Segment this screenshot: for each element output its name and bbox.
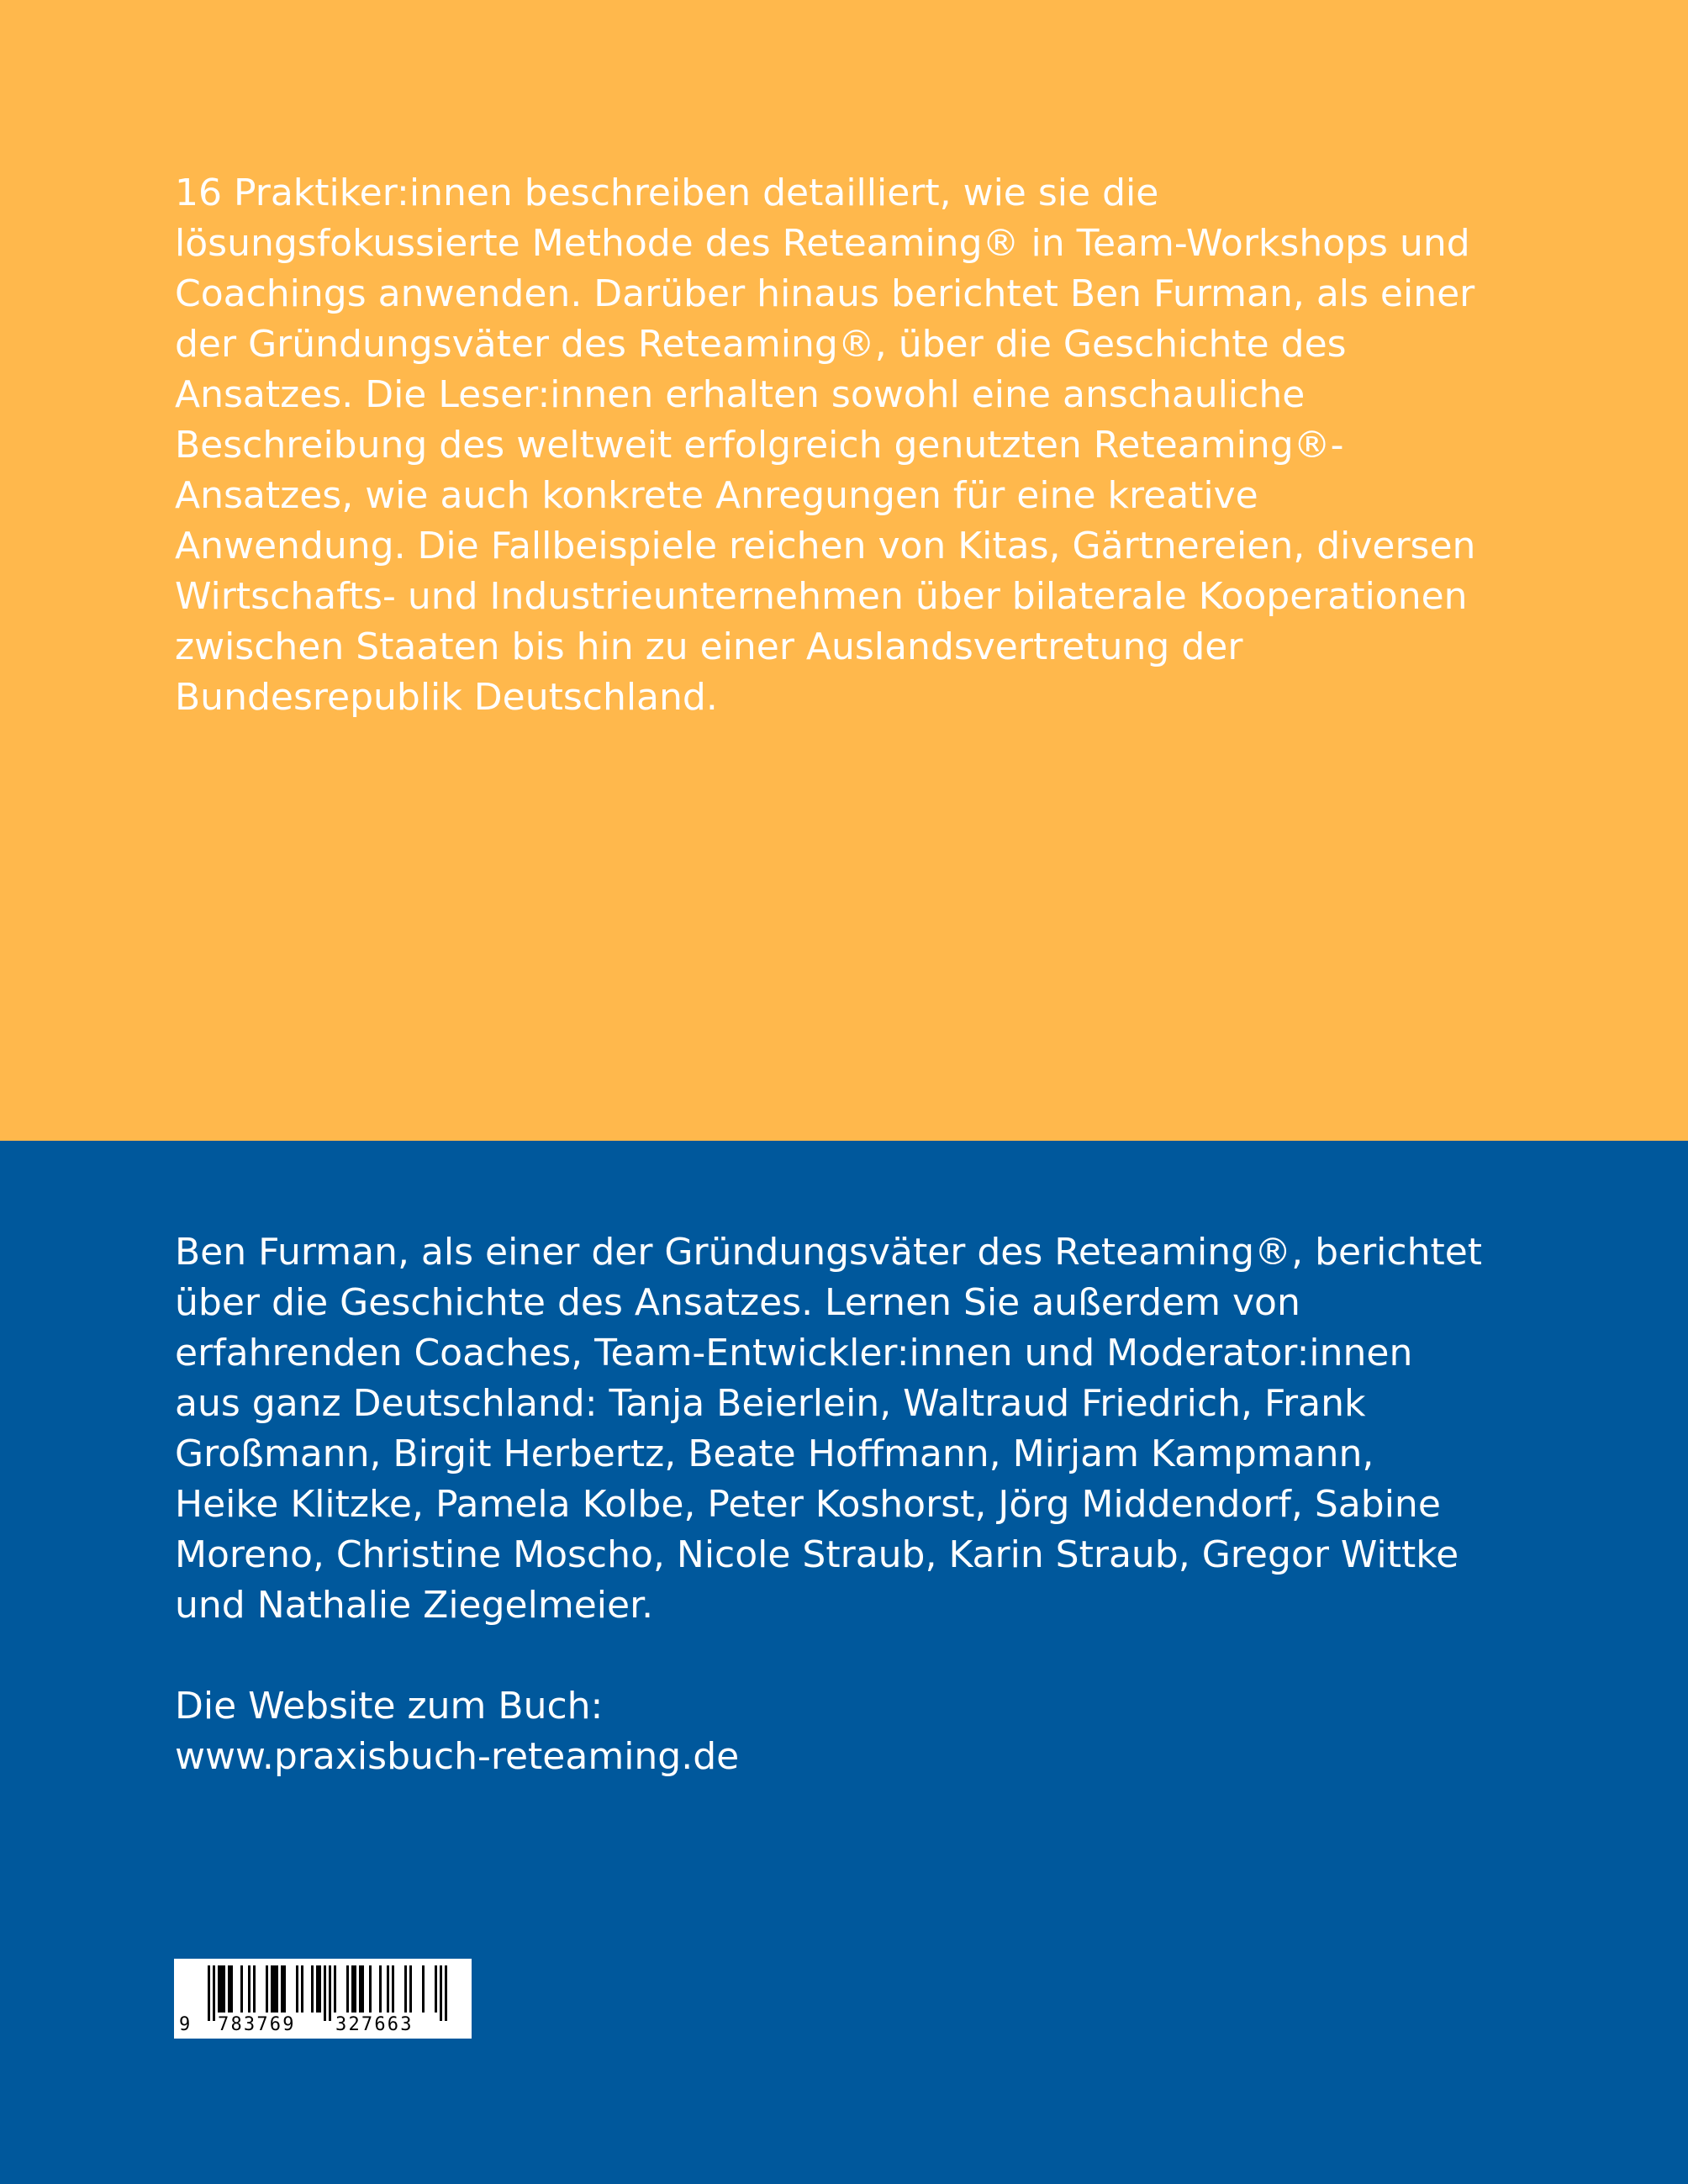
barcode-bar bbox=[248, 1965, 251, 2013]
barcode-bar bbox=[276, 1965, 278, 2013]
barcode-digit-first: 9 bbox=[179, 2014, 193, 2035]
barcode-bar bbox=[351, 1965, 354, 2013]
barcode-bar bbox=[311, 1965, 314, 2013]
barcode-bar bbox=[369, 1965, 372, 2013]
barcode-bar bbox=[223, 1965, 225, 2013]
barcode-bar bbox=[230, 1965, 233, 2013]
barcode-guard-bar bbox=[445, 1965, 447, 2021]
contributors-text: Ben Furman, als einer der Gründungsväter des Reteaming®, berichtet über die Geschichte des Ansatzes. Lernen Sie außerdem von erfahrenden Coaches, Team-Entwickler:innen und Moderator:innen aus ganz Deutschland: Tanja Beierlein, Waltraud Friedrich, Frank Großmann, Birgit Herbertz, Beate Hoffmann, Mirjam Kampmann, Heike Klitzke, Pamela Kolbe, Peter Koshorst, Jörg Middendorf, Sabine Moreno, Christine Moscho, Nicole Straub, Karin Straub, Gregor Wittke und Nathalie Ziegelmeier. bbox=[175, 1231, 1483, 1627]
barcode-bar bbox=[228, 1965, 230, 2013]
barcode-guard-bar bbox=[329, 1965, 331, 2021]
barcode-bar bbox=[346, 1965, 349, 2013]
barcode-bar bbox=[392, 1965, 394, 2013]
barcode-bar bbox=[240, 1965, 243, 2013]
barcode-bar bbox=[301, 1965, 303, 2013]
barcode-bar bbox=[359, 1965, 361, 2013]
barcode-bar bbox=[404, 1965, 407, 2013]
barcode-digits-left: 783769 bbox=[218, 2014, 296, 2035]
barcode-bar bbox=[354, 1965, 356, 2013]
barcode-bar bbox=[435, 1965, 437, 2013]
barcode-digits-right: 327663 bbox=[335, 2014, 414, 2035]
barcode-bar bbox=[316, 1965, 319, 2013]
barcode-bar bbox=[296, 1965, 298, 2013]
barcode-bar bbox=[319, 1965, 321, 2013]
barcode-guard-bar bbox=[440, 1965, 442, 2021]
barcode-bar bbox=[281, 1965, 283, 2013]
barcode-guard-bar bbox=[208, 1965, 210, 2021]
barcode-guard-bar bbox=[324, 1965, 326, 2021]
barcode-guard-bar bbox=[213, 1965, 215, 2021]
barcode-bar bbox=[361, 1965, 364, 2013]
barcode-bar bbox=[253, 1965, 256, 2013]
barcode-bar bbox=[271, 1965, 273, 2013]
barcode-bar bbox=[409, 1965, 412, 2013]
barcode-bar bbox=[218, 1965, 220, 2013]
book-description: 16 Praktiker:innen beschreiben detailliert, wie sie die lösungsfokussierte Methode des Reteaming® in Team-Workshops und Coachings anwenden. Darüber hinaus berichtet Ben Furman, als einer der Gründungsväter des Reteaming®, über die Geschichte des Ansatzes. Die Leser:innen erhalten sowohl eine anschauliche Beschreibung des weltweit erfolgreich genutzten Reteaming®-Ansatzes, wie auch konkrete Anregungen für eine kreative Anwendung. Die Fallbeispiele reichen von Kitas, Gärtnereien, diversen Wirtschafts- und Industrieunternehmen über bilaterale Kooperationen zwischen Staaten bis hin zu einer Auslandsvertretung der Bundesrepublik Deutschland. bbox=[175, 171, 1476, 719]
barcode-bar bbox=[422, 1965, 425, 2013]
barcode-bar bbox=[283, 1965, 286, 2013]
barcode-bar bbox=[379, 1965, 382, 2013]
barcode-bar bbox=[273, 1965, 276, 2013]
barcode-bar bbox=[266, 1965, 268, 2013]
barcode-bar bbox=[387, 1965, 389, 2013]
barcode-bar bbox=[334, 1965, 336, 2013]
website-url[interactable]: www.praxisbuch-reteaming.de bbox=[175, 1735, 740, 1778]
website-label: Die Website zum Buch: bbox=[175, 1685, 604, 1728]
barcode-bar bbox=[220, 1965, 223, 2013]
isbn-barcode bbox=[174, 1959, 472, 2039]
